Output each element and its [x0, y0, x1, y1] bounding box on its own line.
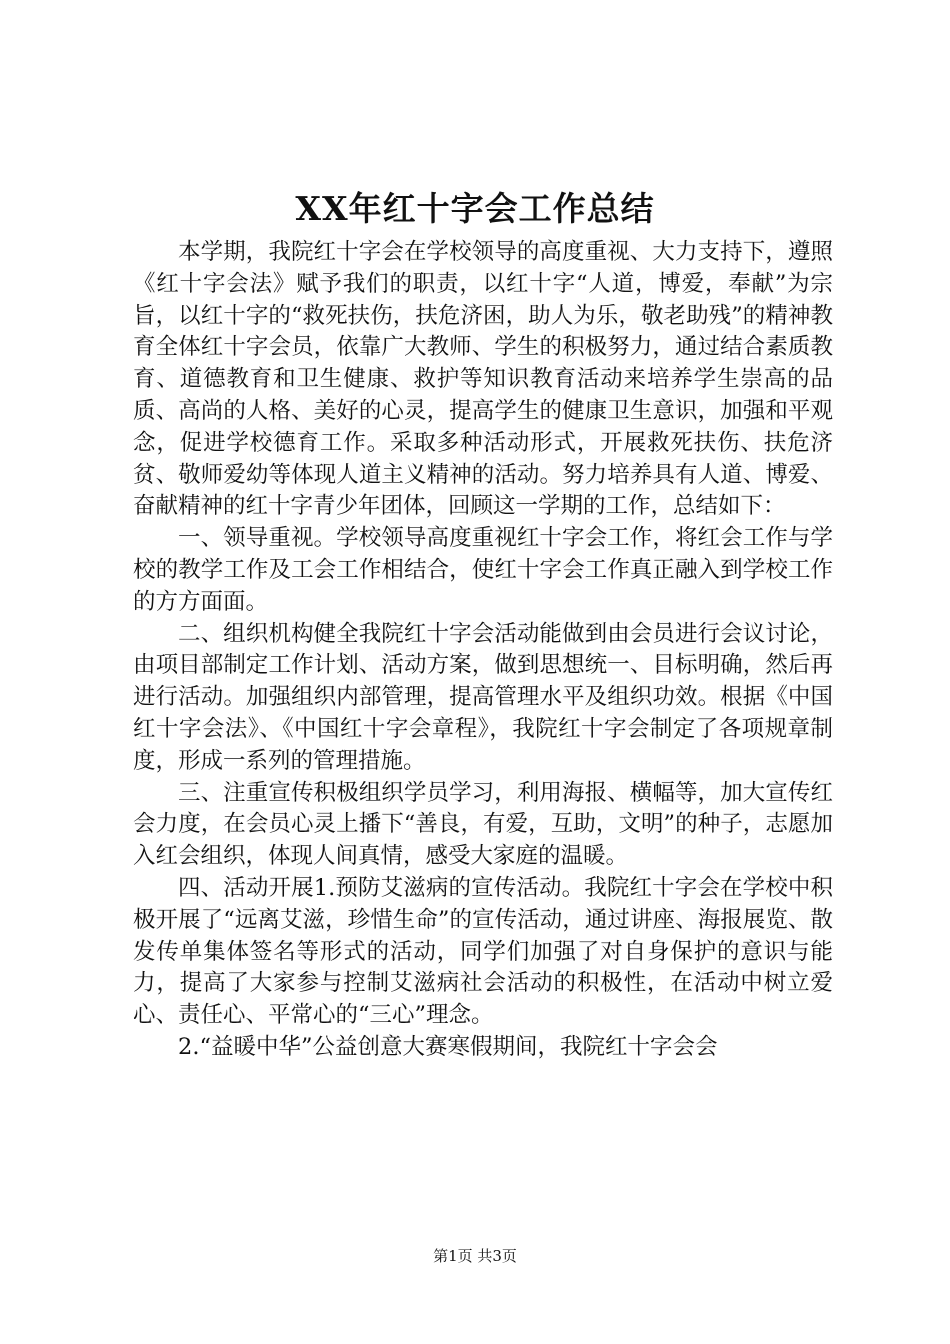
paragraph-section-1: 一、领导重视。学校领导高度重视红十字会工作，将红会工作与学校的教学工作及工会工作相结合，使红十字会工作真正融入到学校工作的方方面面。	[133, 525, 833, 615]
document-body	[133, 237, 833, 1064]
paragraph-section-4: 四、活动开展1.预防艾滋病的宣传活动。我院红十字会在学校中积极开展了“远离艾滋，珍惜生命”的宣传活动，通过讲座、海报展览、散发传单集体签名等形式的活动，同学们加强了对自身保护的意识与能力，提高了大家参与控制艾滋病社会活动的积极性，在活动中树立爱心、责任心、平常心的“三心”理念。	[133, 874, 833, 1029]
paragraph-intro: 本学期，我院红十字会在学校领导的高度重视、大力支持下，遵照《红十字会法》赋予我们的职责，以红十字“人道，博爱，奉献”为宗旨，以红十字的“救死扶伤，扶危济困，助人为乐，敬老助残”的精神教育全体红十字会员，依靠广大教师、学生的积极努力，通过结合素质教育、道德教育和卫生健康、救护等知识教育活动来培养学生崇高的品质、高尚的人格、美好的心灵，提高学生的健康卫生意识，加强和平观念，促进学校德育工作。采取多种活动形式，开展救死扶伤、扶危济贫、敬师爱幼等体现人道主义精神的活动。努力培养具有人道、博爱、奋献精神的红十字青少年团体，回顾这一学期的工作，总结如下：	[133, 239, 833, 520]
page-number-footer: 第1页 共3页	[433, 1247, 517, 1265]
document-title: XX年红十字会工作总结	[295, 189, 655, 228]
paragraph-section-4-item-2: 2.“益暖中华”公益创意大赛寒假期间，我院红十字会会	[178, 1033, 718, 1060]
paragraph-section-3: 三、注重宣传积极组织学员学习，利用海报、横幅等，加大宣传红会力度，在会员心灵上播下“善良，有爱，互助，文明”的种子，志愿加入红会组织，体现人间真情，感受大家庭的温暖。	[133, 779, 833, 870]
paragraph-section-2: 二、组织机构健全我院红十字会活动能做到由会员进行会议讨论，由项目部制定工作计划、活动方案，做到思想统一、目标明确，然后再进行活动。加强组织内部管理，提高管理水平及组织功效。根据《中国红十字会法》、《中国红十字会章程》，我院红十字会制定了各项规章制度，形成一系列的管理措施。	[133, 620, 833, 774]
